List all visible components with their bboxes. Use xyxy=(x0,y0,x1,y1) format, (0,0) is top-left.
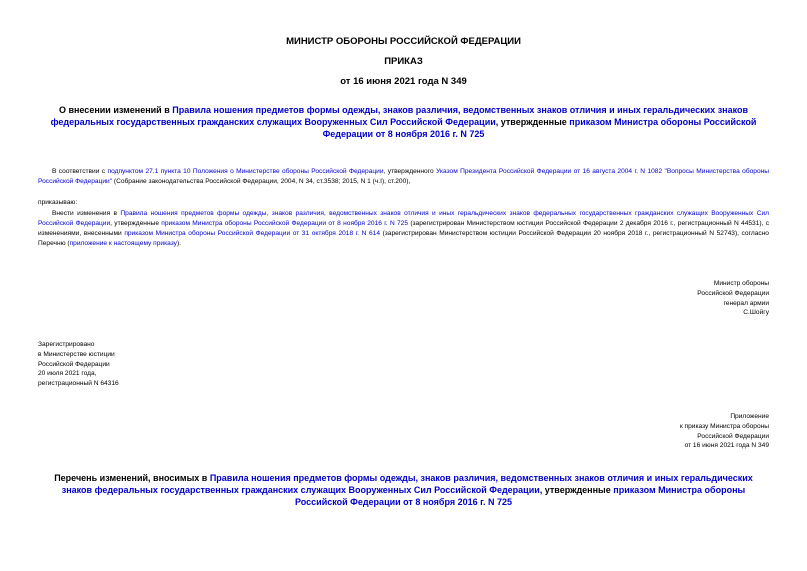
list-order-725-link[interactable]: приказом Министра обороны Российской Федерации от 8 ноября 2016 г. N 725 xyxy=(295,485,746,507)
order-725-link[interactable]: приказом Министра обороны Российской Федерации от 8 ноября 2016 г. N 725 xyxy=(322,117,757,139)
signature-line: генерал армии xyxy=(723,299,769,307)
order-title-prefix: О внесении изменений в xyxy=(58,105,173,115)
order-word: приказываю: xyxy=(38,199,78,206)
issuer-heading: МИНИСТР ОБОРОНЫ РОССИЙСКОЙ ФЕДЕРАЦИИ xyxy=(286,36,521,47)
body-text-4: (зарегистрирован Министерством юстиции Российской Федерации 20 ноября 2018 г., регистрационный N 52743), согласно Перечню ( xyxy=(38,230,769,247)
order-title-middle: , утвержденные xyxy=(495,117,570,127)
appendix-block xyxy=(680,412,769,451)
appendix-link[interactable]: приложение к настоящему приказу xyxy=(69,240,177,247)
registration-line: регистрационный N 64316 xyxy=(38,380,119,388)
list-rules-link[interactable]: Правила ношения предметов формы одежды, знаков различия, ведомственных знаков отличия и иных геральдических знаков федеральных государственных гражданских служащих Вооруженных Сил Российской Федерации xyxy=(61,473,753,495)
list-title-prefix: Перечень изменений, вносимых в xyxy=(54,473,210,483)
registration-line: Зарегистрировано xyxy=(38,341,95,348)
list-title xyxy=(40,472,767,508)
basis-text-1: В соответствии с xyxy=(52,168,108,175)
body-order-725-link[interactable]: приказом Министра обороны Российской Федерации от 8 ноября 2016 г. N 725 xyxy=(161,220,409,227)
appendix-line: Приложение xyxy=(730,413,769,420)
body-text-1: Внести изменения в xyxy=(52,210,121,217)
appendix-line: к приказу Министра обороны xyxy=(679,422,769,430)
presidential-decree-link[interactable]: Указом Президента Российской Федерации от 16 августа 2004 г. N 1082 "Вопросы Министерства обороны Российской Федерации" xyxy=(38,168,770,185)
registration-line: Российской Федерации xyxy=(38,360,110,368)
signature-line: Министр обороны xyxy=(713,280,769,287)
regulation-link[interactable]: подпунктом 27.1 пункта 10 Положения о Министерстве обороны Российской Федерации xyxy=(107,168,384,175)
order-title xyxy=(40,104,767,140)
body-rules-link[interactable]: Правила ношения предметов формы одежды, знаков различия, ведомственных знаков отличия и иных геральдических знаков федеральных государственных гражданских служащих Вооруженных Сил Российской Федерации xyxy=(38,210,769,227)
order-614-link[interactable]: приказом Министра обороны Российской Федерации от 31 октября 2018 г. N 614 xyxy=(124,230,381,237)
appendix-line: Российской Федерации xyxy=(697,432,769,440)
registration-block xyxy=(38,340,119,389)
registration-line: 20 июля 2021 года, xyxy=(38,370,97,378)
body-text-5: ). xyxy=(176,240,181,247)
document-type: ПРИКАЗ xyxy=(384,56,423,67)
list-title-middle: , утвержденные xyxy=(539,485,614,495)
signature-line: Российской Федерации xyxy=(697,289,769,297)
signature-block xyxy=(697,279,769,318)
basis-paragraph xyxy=(38,167,769,187)
registration-line: в Министерстве юстиции xyxy=(38,350,115,358)
signature-line: С.Шойгу xyxy=(743,309,769,317)
body-text-2: , утвержденные xyxy=(110,220,162,227)
basis-text-3: (Собрание законодательства Российской Федерации, 2004, N 34, ст.3538; 2015, N 1 (ч.I), ст.200), xyxy=(112,178,411,185)
body-text-3: (зарегистрирован Министерством юстиции Российской Федерации 2 декабря 2016 г., регистрационный N 44531), с изменениями, внесенными xyxy=(38,220,769,237)
body-paragraph xyxy=(38,209,769,249)
document-date-number: от 16 июня 2021 года N 349 xyxy=(340,76,467,87)
basis-text-2: , утвержденного xyxy=(383,168,437,175)
rules-link[interactable]: Правила ношения предметов формы одежды, знаков различия, ведомственных знаков отличия и иных геральдических знаков федеральных государственных гражданских служащих Вооруженных Сил Российской Федерации xyxy=(50,105,749,127)
appendix-line: от 16 июня 2021 года N 349 xyxy=(684,442,769,450)
